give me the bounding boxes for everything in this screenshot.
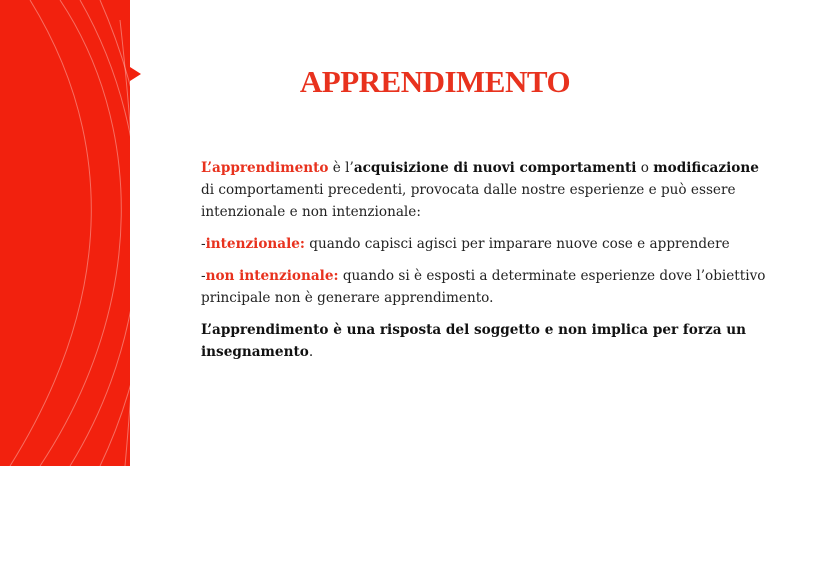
text-segment: . [308, 344, 314, 360]
term-acquisizione: acquisizione di nuovi comportamenti [353, 160, 637, 176]
paragraph-conclusion [201, 319, 771, 363]
paragraph-non-intenzionale [201, 265, 771, 309]
term-modificazione: modificazione [653, 160, 759, 176]
text-segment: quando capisci agisci per imparare nuove cose e apprendere [304, 236, 730, 252]
term-apprendimento: L’apprendimento [201, 160, 329, 176]
term-non-intenzionale: non intenzionale: [205, 268, 339, 284]
decorative-arc-lines [0, 0, 130, 466]
bullet-dash: - [201, 268, 206, 284]
decorative-side-panel [0, 0, 130, 466]
text-segment: o [636, 160, 654, 176]
slide-title: APPRENDIMENTO [299, 64, 571, 99]
slide-body [201, 157, 771, 373]
conclusion-statement: L’apprendimento è una risposta del soggetto e non implica per forza un insegnamento [201, 322, 747, 360]
text-segment: quando si è esposti a determinate esperienze dove l’obiettivo principale non è generare apprendimento. [201, 268, 766, 306]
text-segment: di comportamenti precedenti, provocata dalle nostre esperienze e può essere intenzionale e non intenzionale: [201, 182, 736, 220]
term-intenzionale: intenzionale: [205, 236, 305, 252]
slide-pointer-arrow [130, 67, 141, 81]
bullet-dash: - [201, 236, 206, 252]
text-segment: è l’ [328, 160, 354, 176]
paragraph-definition [201, 157, 771, 223]
paragraph-intenzionale [201, 233, 771, 255]
